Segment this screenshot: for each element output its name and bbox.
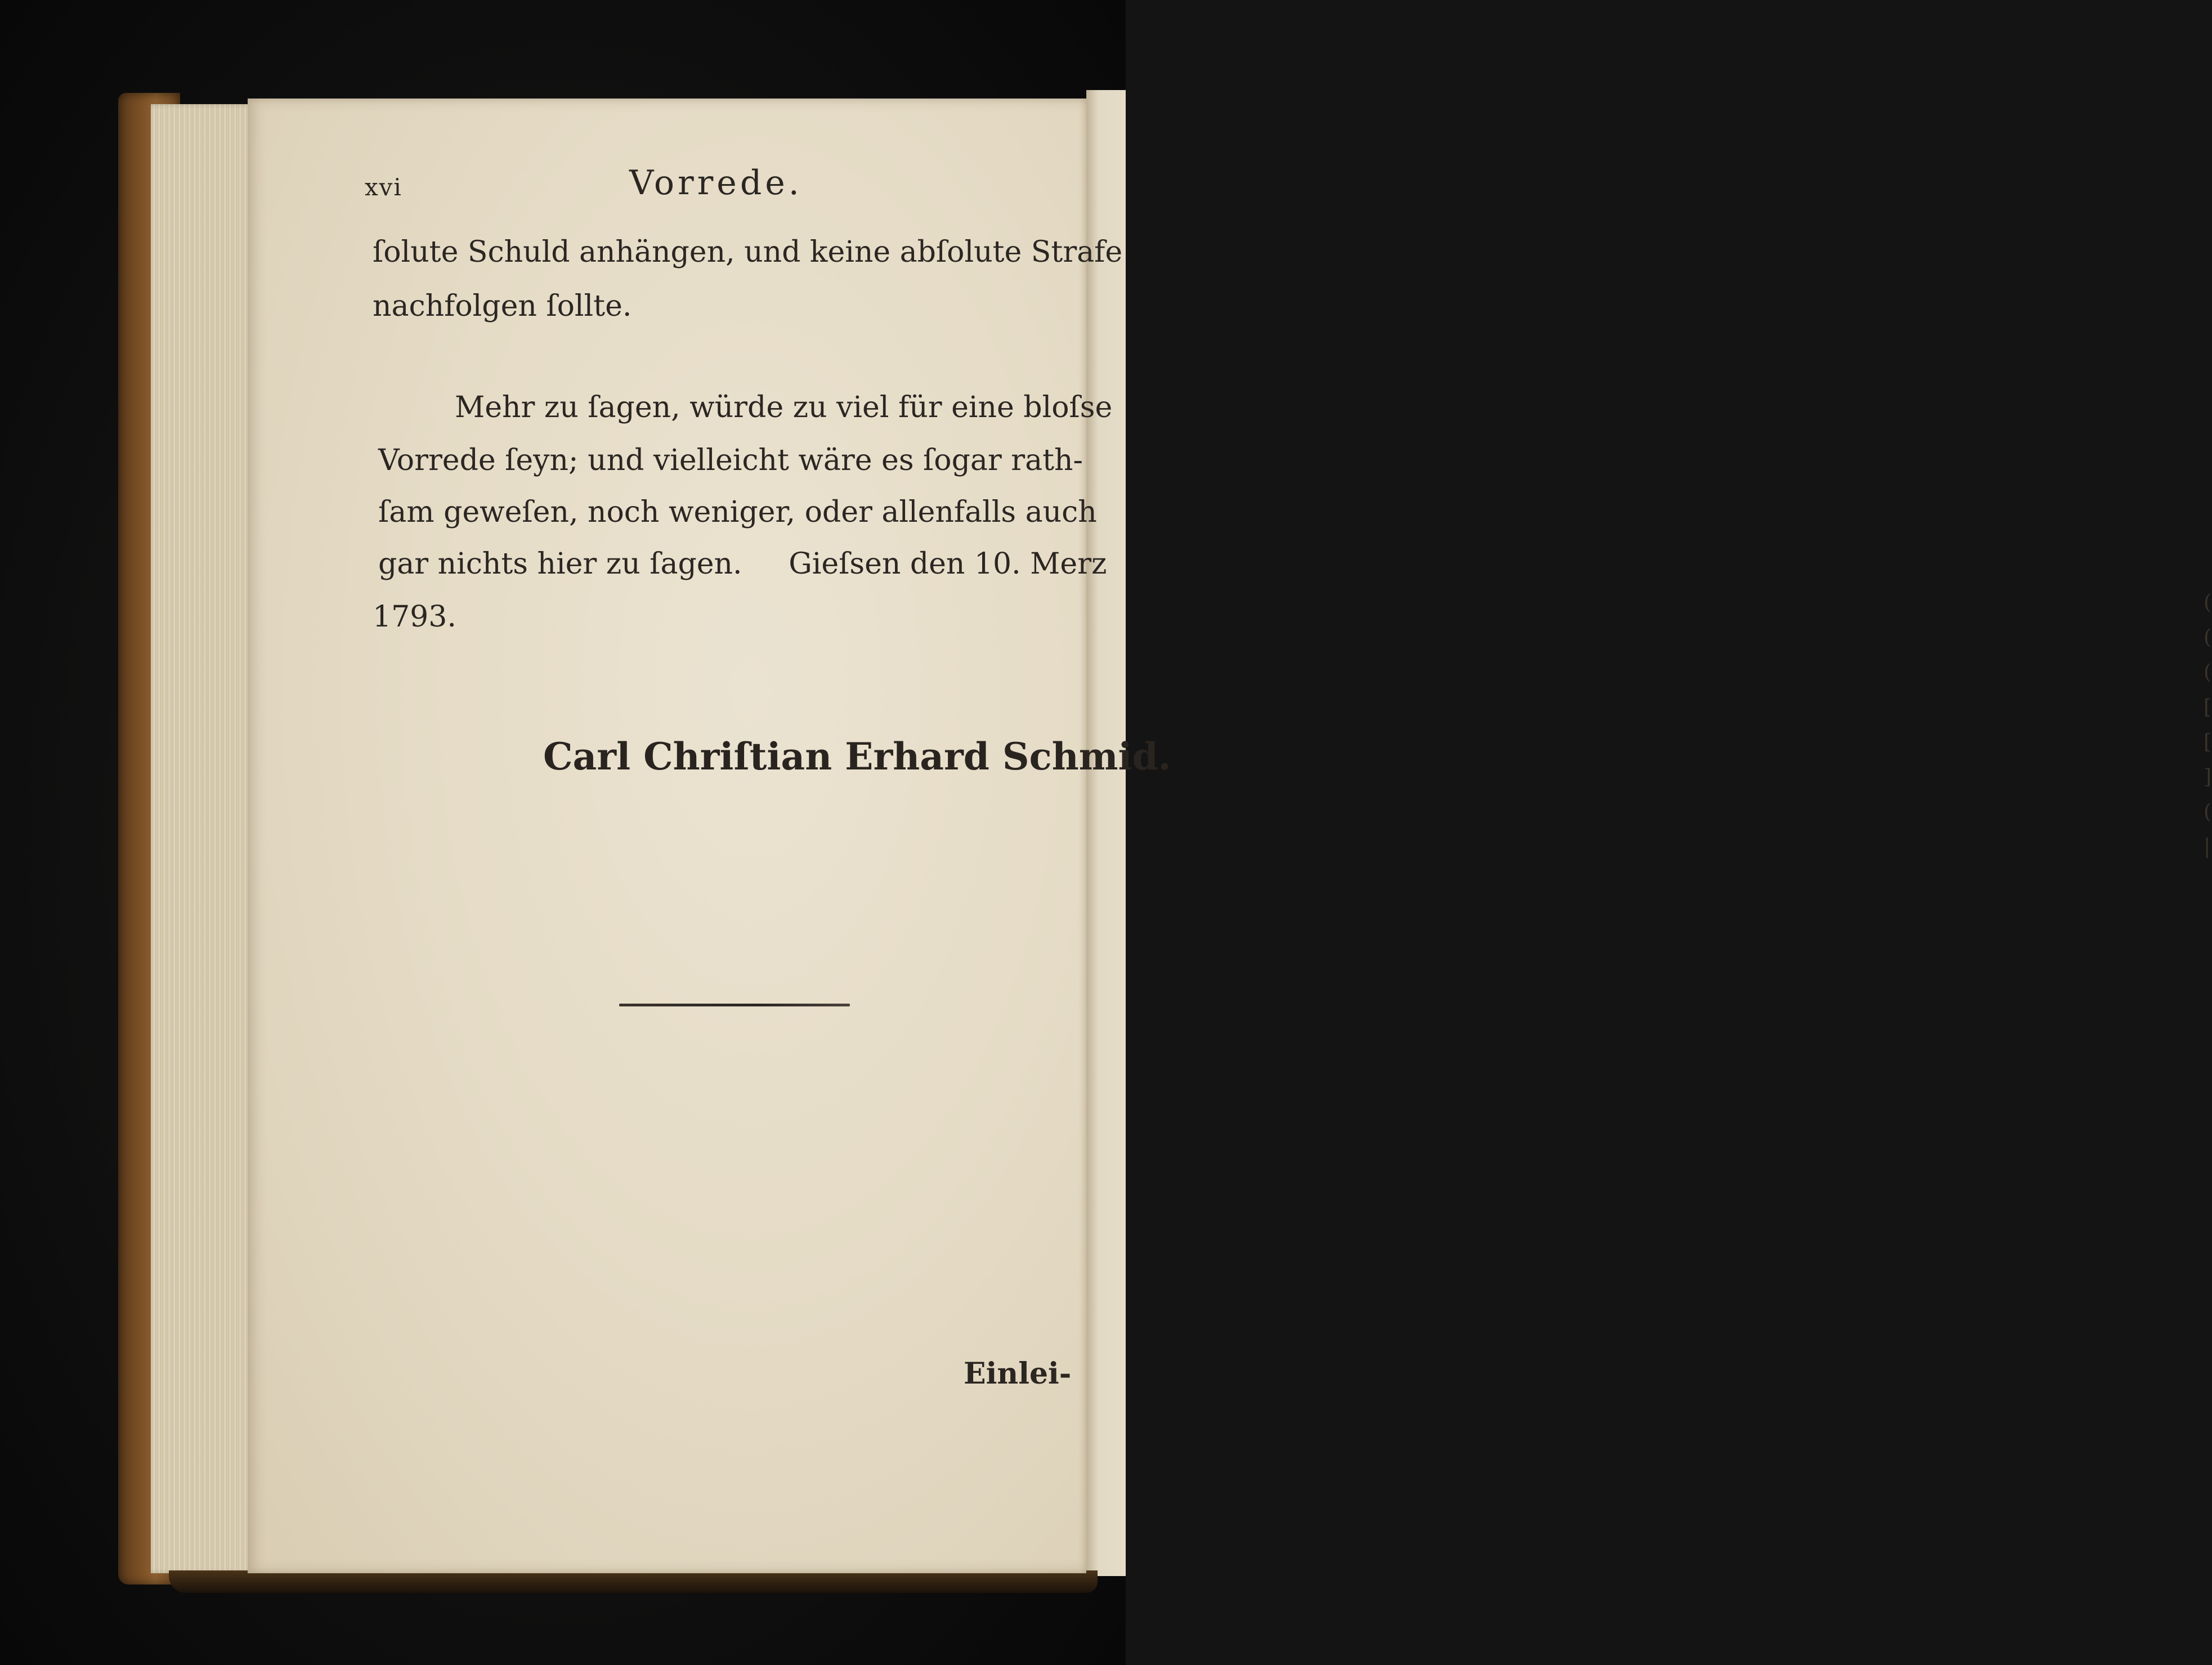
page-number: xvi	[365, 173, 402, 201]
section-rule	[619, 1004, 850, 1006]
text-line-5: ſam geweſen, noch weniger, oder allenfalls auch	[378, 495, 1097, 529]
running-title: Vorrede.	[629, 163, 803, 203]
author-signature: Carl Chriſtian Erhard Schmid.	[543, 735, 1171, 778]
text-line-3: Mehr zu ſagen, würde zu viel für eine bloſse	[455, 391, 1113, 424]
facing-page-show-through: ( ( ( [ [ ] ( |	[2204, 591, 2212, 858]
text-line-4: Vorrede ſeyn; und vielleicht wäre es ſogar rath-	[378, 444, 1083, 477]
book-bottom-edge	[169, 1570, 1098, 1593]
facing-page-edge	[1086, 90, 2212, 1576]
text-line-7-date: 1793.	[373, 600, 456, 634]
catchword: Einlei-	[964, 1357, 1072, 1391]
text-line-6: gar nichts hier zu ſagen. Gieſsen den 10. Merz	[378, 547, 1107, 581]
page-stack-edges	[151, 104, 258, 1573]
text-line-1: ſolute Schuld anhängen, und keine abſolute Strafe	[373, 235, 1123, 269]
text-line-2: nachfolgen ſollte.	[373, 289, 632, 323]
